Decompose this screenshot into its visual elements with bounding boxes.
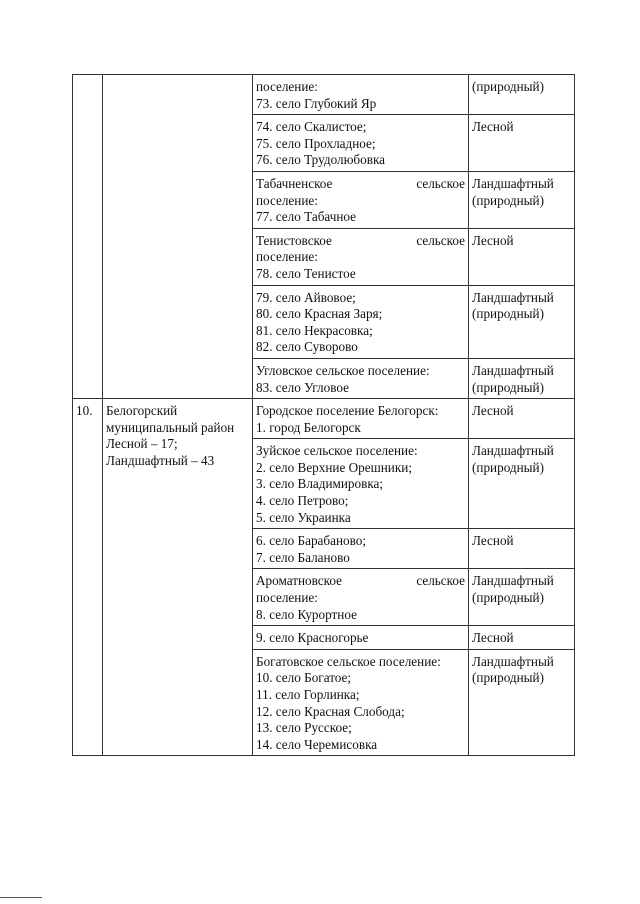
forest-type: (природный) (472, 379, 544, 395)
settlement-cell (253, 228, 469, 285)
settlement-line: Городское поселение Белогорск: (256, 403, 439, 419)
forest-type-cell (469, 649, 575, 756)
settlement-line: поселение: (256, 249, 318, 265)
settlement-cell (253, 358, 469, 398)
forest-type-cell (469, 285, 575, 358)
settlement-line: 75. село Прохладное; (256, 135, 376, 151)
settlement-line: 10. село Богатое; (256, 670, 352, 686)
district-cell (103, 75, 253, 399)
settlement-line: 73. село Глубокий Яр (256, 95, 377, 111)
settlement-line: 5. село Украинка (256, 509, 351, 525)
settlement-heading (256, 573, 465, 590)
settlement-heading-word: Тенистовское (256, 232, 332, 248)
forest-type-cell (469, 569, 575, 626)
table-row (73, 399, 575, 439)
settlement-line: 11. село Горлинка; (256, 687, 360, 702)
settlement-cell (253, 649, 469, 756)
district-line: Ландшафтный – 43 (106, 452, 215, 468)
settlement-cell (253, 171, 469, 228)
settlement-cell (253, 115, 469, 172)
settlements-table (72, 74, 575, 756)
settlement-cell (253, 75, 469, 115)
settlement-line: поселение: (256, 192, 318, 208)
settlement-line: 2. село Верхние Орешники; (256, 459, 412, 475)
settlement-line: 12. село Красная Слобода; (256, 703, 405, 719)
settlement-line: Зуйское сельское поселение: (256, 443, 418, 459)
forest-type-cell (469, 228, 575, 285)
forest-type: (природный) (472, 79, 544, 94)
forest-type: (природный) (472, 192, 544, 208)
forest-type-cell (469, 626, 575, 650)
forest-type-cell (469, 399, 575, 439)
forest-type: Ландшафтный (472, 443, 554, 459)
settlement-line: 14. село Черемисовка (256, 736, 378, 752)
table-row (73, 75, 575, 115)
forest-type-cell (469, 439, 575, 529)
forest-type: Лесной (472, 533, 514, 549)
page-footer-rule (0, 897, 42, 898)
forest-type-cell (469, 171, 575, 228)
settlement-line: 4. село Петрово; (256, 493, 349, 509)
settlement-line: 6. село Барабаново; (256, 533, 367, 549)
forest-type: Лесной (472, 232, 514, 248)
settlement-heading (256, 233, 465, 250)
settlement-line: 83. село Угловое (256, 379, 349, 395)
number-cell (73, 399, 103, 756)
forest-type: (природный) (472, 306, 544, 322)
forest-type: Ландшафтный (472, 175, 554, 191)
settlement-cell (253, 529, 469, 569)
settlement-line: 13. село Русское; (256, 720, 352, 736)
settlement-line: поселение: (256, 79, 318, 94)
settlement-heading-word: сельское (416, 573, 465, 589)
forest-type-cell (469, 358, 575, 398)
forest-type: (природный) (472, 590, 544, 606)
settlement-line: 9. село Красногорье (256, 630, 369, 646)
forest-type-cell (469, 529, 575, 569)
settlement-heading (256, 176, 465, 193)
forest-type: Ландшафтный (472, 573, 554, 589)
settlement-line: поселение: (256, 590, 318, 606)
forest-type-cell (469, 115, 575, 172)
settlement-cell (253, 569, 469, 626)
settlement-heading-word: сельское (416, 232, 465, 248)
settlement-heading-word: Ароматновское (256, 573, 342, 589)
district-line: муниципальный район (106, 419, 235, 435)
district-line: Лесной – 17; (106, 436, 178, 452)
forest-type: (природный) (472, 459, 544, 475)
settlement-cell (253, 439, 469, 529)
forest-type: Ландшафтный (472, 362, 554, 378)
forest-type: Ландшафтный (472, 289, 554, 305)
forest-type-cell (469, 75, 575, 115)
settlement-line: Богатовское сельское поселение: (256, 653, 441, 669)
settlement-line: 77. село Табачное (256, 209, 357, 225)
settlement-cell (253, 399, 469, 439)
forest-type: Лесной (472, 403, 514, 419)
forest-type: (природный) (472, 670, 544, 686)
district-cell (103, 399, 253, 756)
settlement-heading-word: сельское (416, 175, 465, 191)
settlement-line: 78. село Тенистое (256, 265, 356, 281)
settlement-line: 1. город Белогорск (256, 419, 361, 435)
settlement-heading-word: Табачненское (256, 175, 333, 191)
number-cell (73, 75, 103, 399)
settlement-line: Угловское сельское поселение: (256, 362, 430, 378)
settlement-line: 81. село Некрасовка; (256, 322, 373, 338)
settlement-cell (253, 626, 469, 650)
settlement-cell (253, 285, 469, 358)
settlement-line: 8. село Курортное (256, 606, 357, 622)
forest-type: Ландшафтный (472, 653, 554, 669)
settlement-line: 3. село Владимировка; (256, 476, 384, 492)
settlement-line: 79. село Айвовое; (256, 289, 356, 305)
settlement-line: 7. село Баланово (256, 549, 350, 565)
settlement-line: 82. село Суворово (256, 339, 358, 355)
district-number: 10. (76, 403, 93, 419)
district-line: Белогорский (106, 403, 178, 419)
forest-type: Лесной (472, 630, 514, 646)
settlement-line: 76. село Трудолюбовка (256, 152, 386, 168)
settlement-line: 74. село Скалистое; (256, 119, 367, 135)
forest-type: Лесной (472, 119, 514, 135)
settlement-line: 80. село Красная Заря; (256, 306, 383, 322)
